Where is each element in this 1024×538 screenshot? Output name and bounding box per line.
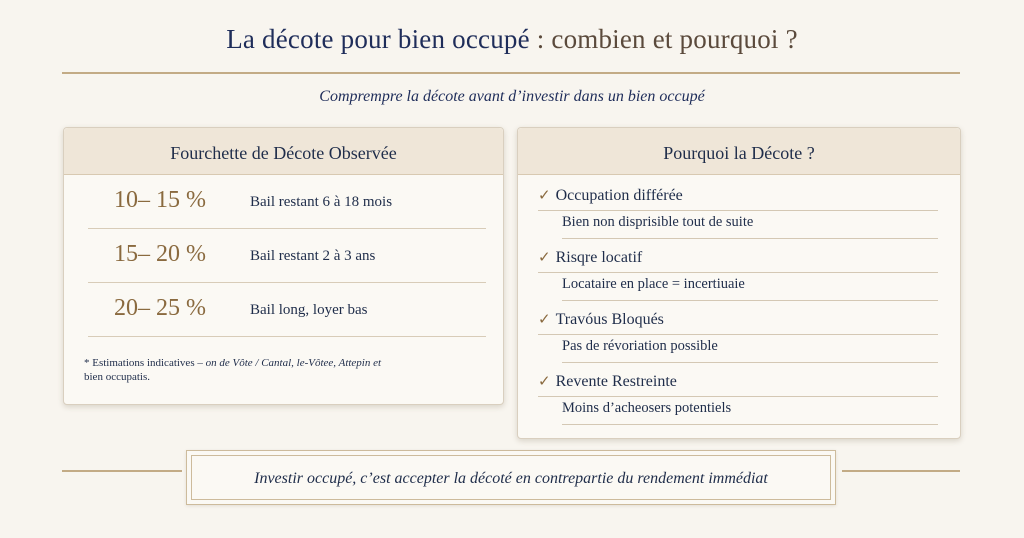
discount-range-card — [63, 127, 504, 405]
discount-range-heading: Fourchette de Décote Observée — [64, 128, 503, 175]
footnote-sources: on de Vôte / Cantal, le-Vôtee, Attepin et — [205, 357, 382, 369]
reason-item — [538, 370, 938, 432]
reason-title-line — [538, 248, 938, 273]
reason-item — [538, 308, 938, 370]
reason-title-line — [538, 310, 938, 335]
discount-range-value: 20– 25 % — [114, 295, 206, 321]
reason-title: Travóus Bloqués — [555, 311, 664, 328]
page-title — [0, 24, 1024, 55]
footnote-lead: * Estimations indicatives – — [84, 357, 203, 369]
checkmark-icon: ✓ — [538, 374, 551, 390]
page-title-main: La décote pour bien occupé — [226, 24, 530, 54]
top-divider — [62, 72, 960, 74]
reasons-card — [517, 127, 961, 439]
reason-title-line — [538, 186, 938, 211]
discount-range-value: 15– 20 % — [114, 241, 206, 267]
discount-range-description: Bail restant 6 à 18 mois — [250, 194, 393, 210]
discount-range-description: Bail long, loyer bas — [250, 302, 368, 318]
bottom-divider-left — [62, 470, 182, 472]
reason-description: Moins d’acheosers potentiels — [562, 400, 938, 425]
checkmark-icon: ✓ — [538, 312, 551, 328]
reason-title: Risqre locatif — [555, 249, 643, 266]
conclusion-box — [186, 450, 836, 505]
bottom-divider-right — [842, 470, 960, 472]
reason-item — [538, 246, 938, 308]
conclusion-text: Investir occupé, c’est accepter la décoté en contrepartie du rendement immédiat — [191, 455, 831, 500]
reason-title: Revente Restreinte — [555, 373, 677, 390]
reasons-list — [518, 184, 960, 432]
page-subtitle: Comprempre la décote avant d’investir dans un bien occupé — [319, 88, 705, 105]
checkmark-icon: ✓ — [538, 188, 551, 204]
reasons-heading: Pourquoi la Décote ? — [518, 128, 960, 175]
reason-description: Locataire en place = incertiuaie — [562, 276, 938, 301]
footnote-tail: bien occupatis. — [84, 371, 150, 383]
reason-title: Occupation différée — [555, 187, 683, 204]
checkmark-icon: ✓ — [538, 250, 551, 266]
discount-range-row — [88, 229, 486, 283]
reason-description: Pas de révoriation possible — [562, 338, 938, 363]
footnote — [84, 356, 484, 384]
reason-item — [538, 184, 938, 246]
page-title-question: : combien et pourquoi ? — [536, 24, 798, 54]
reason-title-line — [538, 372, 938, 397]
discount-range-row — [88, 175, 486, 229]
discount-range-list — [64, 175, 503, 337]
discount-range-row — [88, 283, 486, 337]
reason-description: Bien non disprisible tout de suite — [562, 214, 938, 239]
discount-range-value: 10– 15 % — [114, 187, 206, 213]
discount-range-description: Bail restant 2 à 3 ans — [250, 248, 376, 264]
